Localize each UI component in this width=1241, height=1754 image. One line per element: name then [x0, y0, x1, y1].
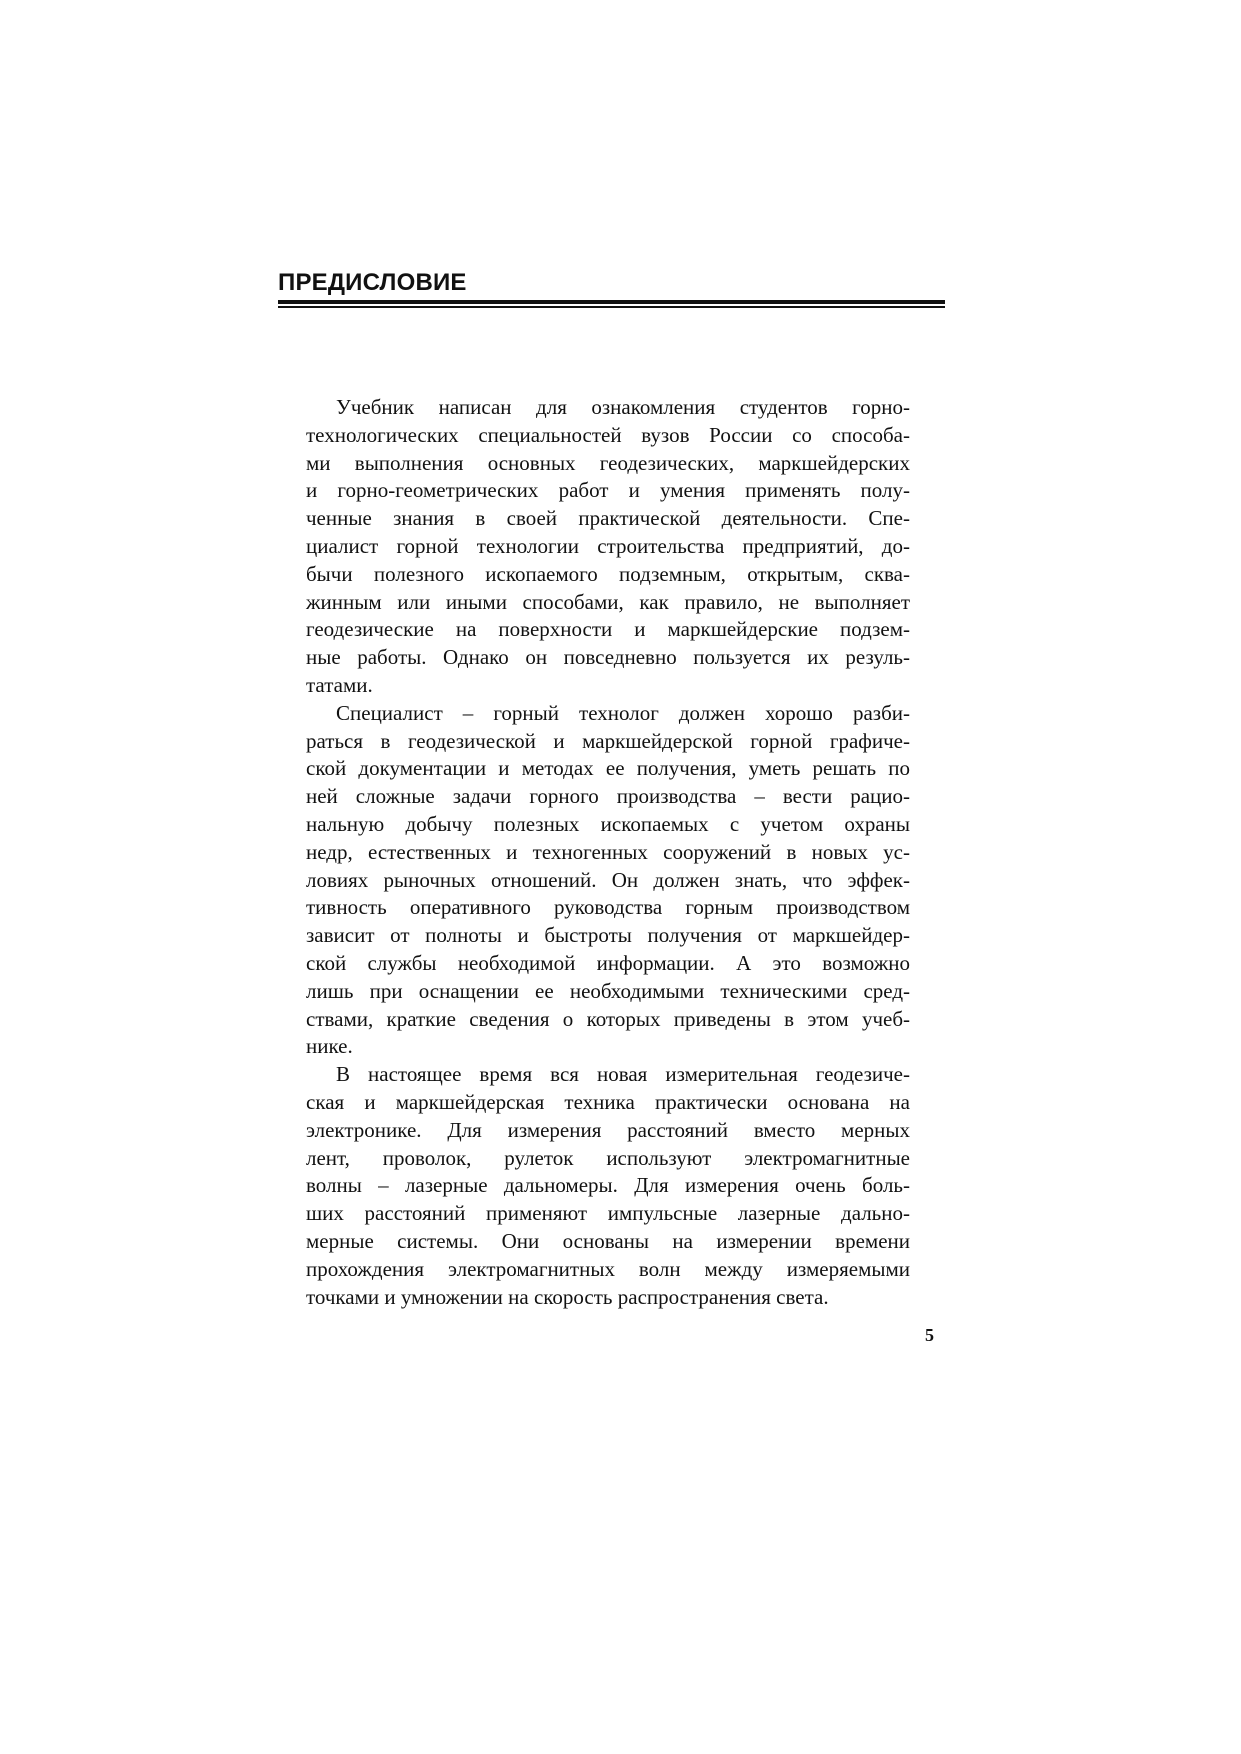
paragraph-1-line: жинным или иными способами, как правило, не выполняет [306, 589, 910, 614]
paragraph-1-line: геодезические на поверхности и маркшейдерские подзем- [306, 617, 910, 642]
paragraph-1-line: циалист горной технологии строительства предприятий, до- [306, 533, 910, 558]
paragraph-1-line: ные работы. Однако он повседневно пользуется их резуль- [306, 645, 910, 670]
paragraph-3-line: электронике. Для измерения расстояний вместо мерных [306, 1117, 910, 1142]
paragraph-3-line: ская и маркшейдерская техника практически основана на [306, 1089, 910, 1114]
page-number: 5 [925, 1325, 934, 1345]
paragraph-3-line: точками и умножении на скорость распространения света. [306, 1284, 829, 1309]
paragraph-2-line: лишь при оснащении ее необходимыми техническими сред- [306, 978, 910, 1003]
paragraph-1-line: татами. [306, 672, 373, 697]
paragraph-2-line: ствами, краткие сведения о которых приведены в этом учеб- [306, 1006, 910, 1031]
paragraph-1-line: Учебник написан для ознакомления студентов горно- [336, 395, 910, 419]
body-text [306, 394, 910, 1311]
heading-rule-thick [278, 300, 945, 304]
section-heading: ПРЕДИСЛОВИЕ [278, 269, 467, 296]
paragraph-1-line: и горно-геометрических работ и умения применять полу- [306, 478, 910, 503]
paragraph-3-line: лент, проволок, рулеток используют электромагнитные [306, 1145, 910, 1170]
paragraph-1-line: технологических специальностей вузов России со способа- [306, 422, 910, 447]
paragraph-2-line: нальную добычу полезных ископаемых с учетом охраны [306, 811, 910, 836]
paragraph-1-line: бычи полезного ископаемого подземным, открытым, сква- [306, 561, 910, 586]
paragraph-2-line: ней сложные задачи горного производства – вести рацио- [306, 784, 910, 809]
paragraph-3-line: ших расстояний применяют импульсные лазерные дально- [306, 1201, 910, 1226]
heading-rule-thin [278, 306, 945, 308]
paragraph-2-line: зависит от полноты и быстроты получения от маркшейдер- [306, 923, 910, 948]
paragraph-2-line: нике. [306, 1034, 353, 1059]
paragraph-2-line: ской службы необходимой информации. А это возможно [306, 950, 910, 975]
paragraph-2-line: раться в геодезической и маркшейдерской горной графиче- [306, 728, 910, 753]
paragraph-3-line: прохождения электромагнитных волн между измеряемыми [306, 1256, 910, 1281]
paragraph-3-line: В настоящее время вся новая измерительная геодезиче- [336, 1062, 910, 1087]
paragraph-1-line: ми выполнения основных геодезических, маркшейдерских [306, 450, 910, 475]
paragraph-2-line: недр, естественных и техногенных сооружений в новых ус- [306, 839, 910, 864]
paragraph-2-line: ской документации и методах ее получения, уметь решать по [306, 756, 910, 781]
paragraph-1-line: ченные знания в своей практической деятельности. Спе- [306, 506, 910, 531]
paragraph-2-line: тивность оперативного руководства горным производством [306, 895, 910, 920]
paragraph-2-line: ловиях рыночных отношений. Он должен знать, что эффек- [306, 867, 910, 892]
paragraph-3-line: волны – лазерные дальномеры. Для измерения очень боль- [306, 1173, 910, 1198]
paragraph-2-line: Специалист – горный технолог должен хорошо разби- [336, 700, 910, 725]
paragraph-3-line: мерные системы. Они основаны на измерении времени [306, 1228, 910, 1253]
